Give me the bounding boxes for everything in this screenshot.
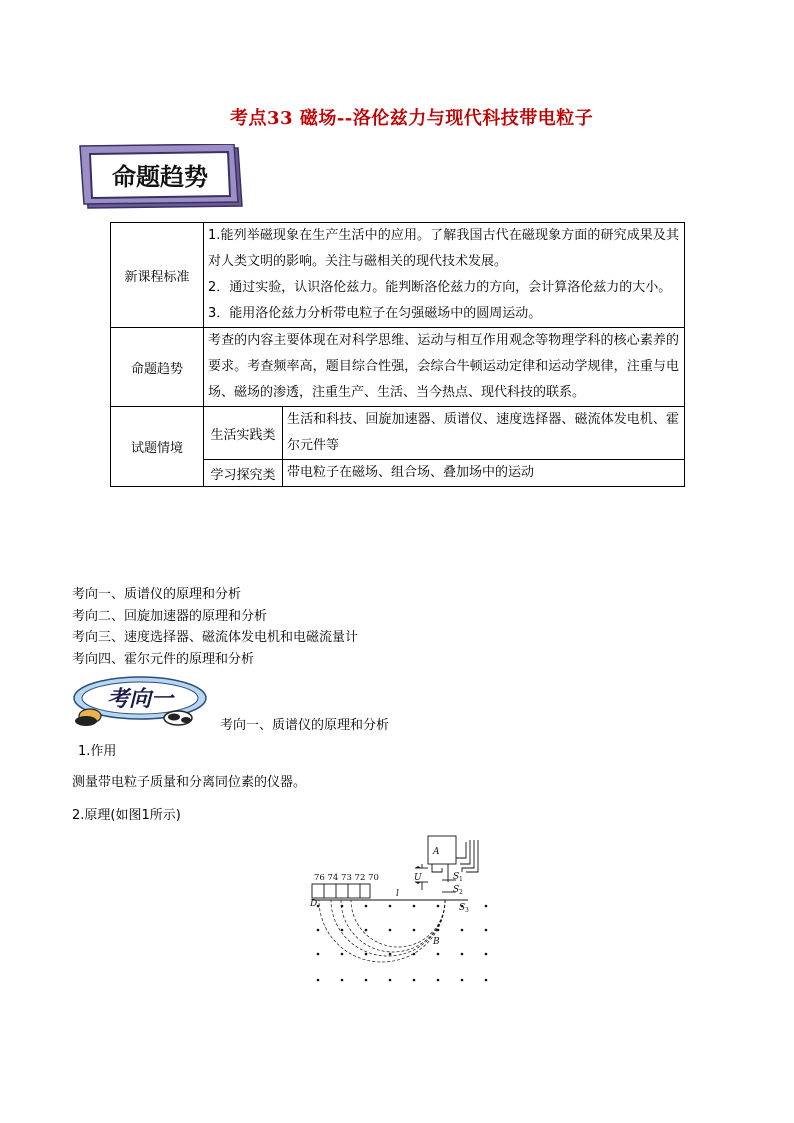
table-cell [204, 223, 685, 328]
row-label: 新课程标准 [111, 223, 204, 328]
label-s3-sub: 3 [465, 907, 469, 914]
label-b: B [433, 937, 440, 947]
label-s2: S [453, 885, 460, 895]
cell-line: 3．能用洛伦兹力分析带电粒子在匀强磁场中的圆周运动。 [208, 306, 542, 321]
label-s1: S [453, 872, 460, 882]
row-label: 命题趋势 [111, 328, 204, 407]
table-cell: 考查的内容主要体现在对科学思维、运动与相互作用观念等物理学科的核心素养的要求。考查频率高，题目综合性强，会综合牛顿运动定律和运动学规律，注重与电场、磁场的渗透，注重生产、生活、当今热点、现代科技的联系。 [204, 328, 685, 407]
label-s1-sub: 1 [459, 876, 463, 883]
subrow-label: 学习探究类 [204, 460, 283, 487]
label-a: A [433, 847, 440, 857]
table-row [111, 407, 685, 460]
item-heading: 1.作用 [78, 744, 117, 759]
section-title: 考向一、质谱仪的原理和分析 [220, 718, 390, 733]
list-item: 考向一、质谱仪的原理和分析 [72, 587, 242, 602]
badge-label: 考向一 [106, 686, 174, 712]
subrow-label: 生活实践类 [204, 407, 283, 460]
direction-list [72, 584, 358, 670]
label-d: D [310, 899, 318, 909]
row-label: 试题情境 [111, 407, 204, 487]
cell-line: 2．通过实验，认识洛伦兹力。能判断洛伦兹力的方向，会计算洛伦兹力的大小。 [208, 280, 672, 295]
list-item: 考向二、回旋加速器的原理和分析 [72, 608, 268, 624]
list-item: 考向四、霍尔元件的原理和分析 [72, 651, 255, 667]
label-s2-sub: 2 [459, 889, 463, 896]
table-row [111, 328, 685, 407]
arrow-icon [415, 866, 421, 868]
section-badge-icon [70, 674, 212, 734]
table-cell: 带电粒子在磁场、组合场、叠加场中的运动 [283, 460, 685, 487]
list-item: 考向三、速度选择器、磁流体发电机和电磁流量计 [72, 630, 359, 645]
plate-mass-labels: 76 74 73 72 70 [314, 873, 379, 883]
banner-frame-icon [78, 144, 246, 214]
curriculum-table [110, 222, 685, 487]
label-l: l [396, 889, 399, 899]
cell-line: 1.能列举磁现象在生产生活中的应用。了解我国古代在磁现象方面的研究成果及其对人类文明的影响。关注与磁相关的现代技术发展。 [208, 228, 679, 269]
mass-spectrometer-diagram [300, 832, 500, 992]
banner-label: 命题趋势 [112, 163, 208, 191]
table-cell: 生活和科技、回旋加速器、质谱仪、速度选择器、磁流体发电机、霍尔元件等 [283, 407, 685, 460]
paragraph: 测量带电粒子质量和分离同位素的仪器。 [72, 775, 307, 790]
page-title: 考点33 磁场--洛伦兹力与现代科技带电粒子 [230, 108, 594, 129]
label-s3: S [459, 903, 466, 913]
table-row [111, 223, 685, 328]
label-u: U [414, 873, 422, 883]
item-heading: 2.原理(如图1所示) [72, 808, 181, 823]
